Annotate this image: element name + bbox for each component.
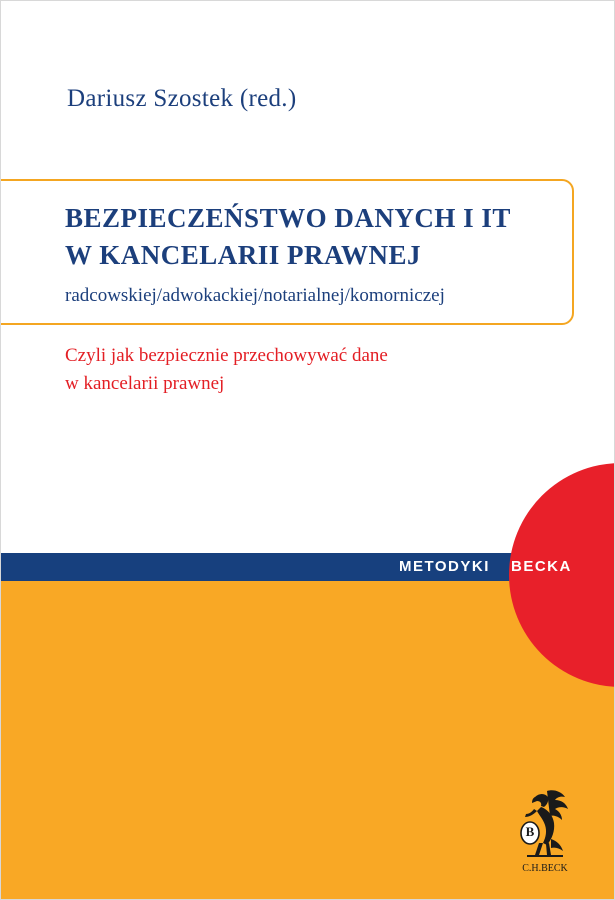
author-name: Dariusz Szostek (red.) bbox=[67, 85, 297, 112]
publisher-name: C.H.BECK bbox=[522, 863, 568, 874]
logo-shield-letter: B bbox=[525, 824, 535, 839]
tagline-line-2: w kancelarii prawnej bbox=[65, 373, 225, 394]
book-title-line-1: BEZPIECZEŃSTWO DANYCH I IT bbox=[65, 203, 511, 233]
tagline-line-1: Czyli jak bezpiecznie przechowywać dane bbox=[65, 345, 388, 366]
series-name-part-1: METODYKI bbox=[399, 558, 490, 575]
book-subtitle: radcowskiej/adwokackiej/notarialnej/komorniczej bbox=[65, 285, 445, 306]
book-title-line-2: W KANCELARII PRAWNEJ bbox=[65, 240, 422, 270]
series-name-part-2: BECKA bbox=[511, 558, 572, 575]
